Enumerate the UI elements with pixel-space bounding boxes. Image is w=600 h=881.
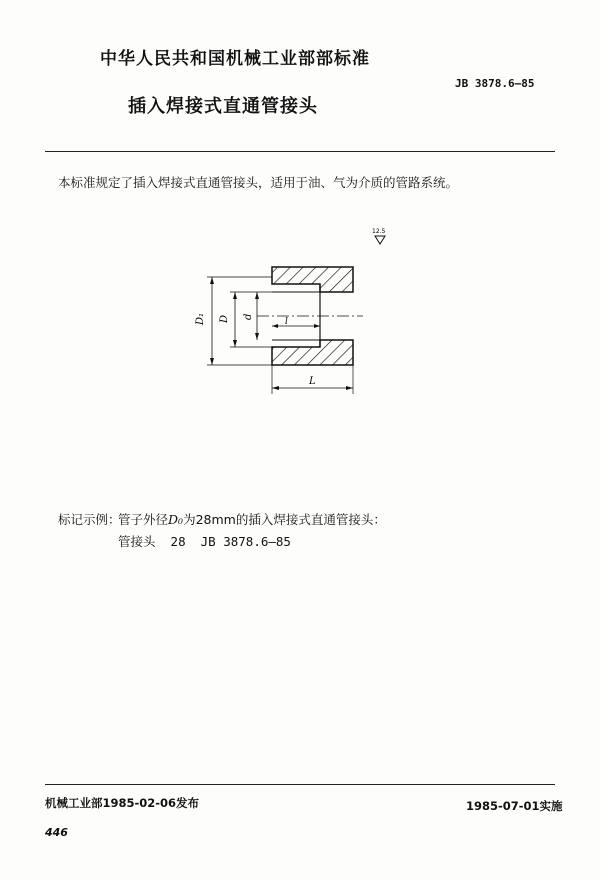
standard-number: JB 3878.6—85 xyxy=(455,77,535,90)
lower-wall-section xyxy=(272,340,353,365)
marking-description-suffix: 为28mm的插入焊接式直通管接头： xyxy=(183,512,386,527)
bore-label: d xyxy=(243,313,254,320)
roughness-icon xyxy=(375,236,385,244)
header-divider xyxy=(45,151,555,152)
scope-paragraph: 本标准规定了插入焊接式直通管接头，适用于油、气为介质的管路系统。 xyxy=(58,175,459,190)
footer-divider xyxy=(45,784,555,785)
d1-label: D₁ xyxy=(195,312,206,325)
document-title: 插入焊接式直通管接头 xyxy=(128,96,318,117)
issue-date: 机械工业部1985-02-06发布 xyxy=(45,796,200,810)
marking-example-code: 管接头 28 JB 3878.6—85 xyxy=(118,534,291,549)
marking-description-symbol: D₀ xyxy=(168,512,184,527)
effective-date: 1985-07-01实施 xyxy=(466,799,563,813)
marking-example-label: 标记示例： xyxy=(58,512,121,527)
upper-wall-section xyxy=(272,267,353,292)
total-length-label: L xyxy=(309,376,316,387)
d-label: D xyxy=(219,314,230,323)
roughness-value: 12.5 xyxy=(372,228,386,235)
page-number: 446 xyxy=(45,826,68,839)
marking-description-prefix: 管子外径 xyxy=(118,512,169,527)
insert-depth-label: l xyxy=(285,317,288,327)
issuing-authority: 中华人民共和国机械工业部部标准 xyxy=(100,49,370,69)
fitting-cross-section-drawing xyxy=(195,222,395,402)
marking-example-description xyxy=(118,510,386,528)
